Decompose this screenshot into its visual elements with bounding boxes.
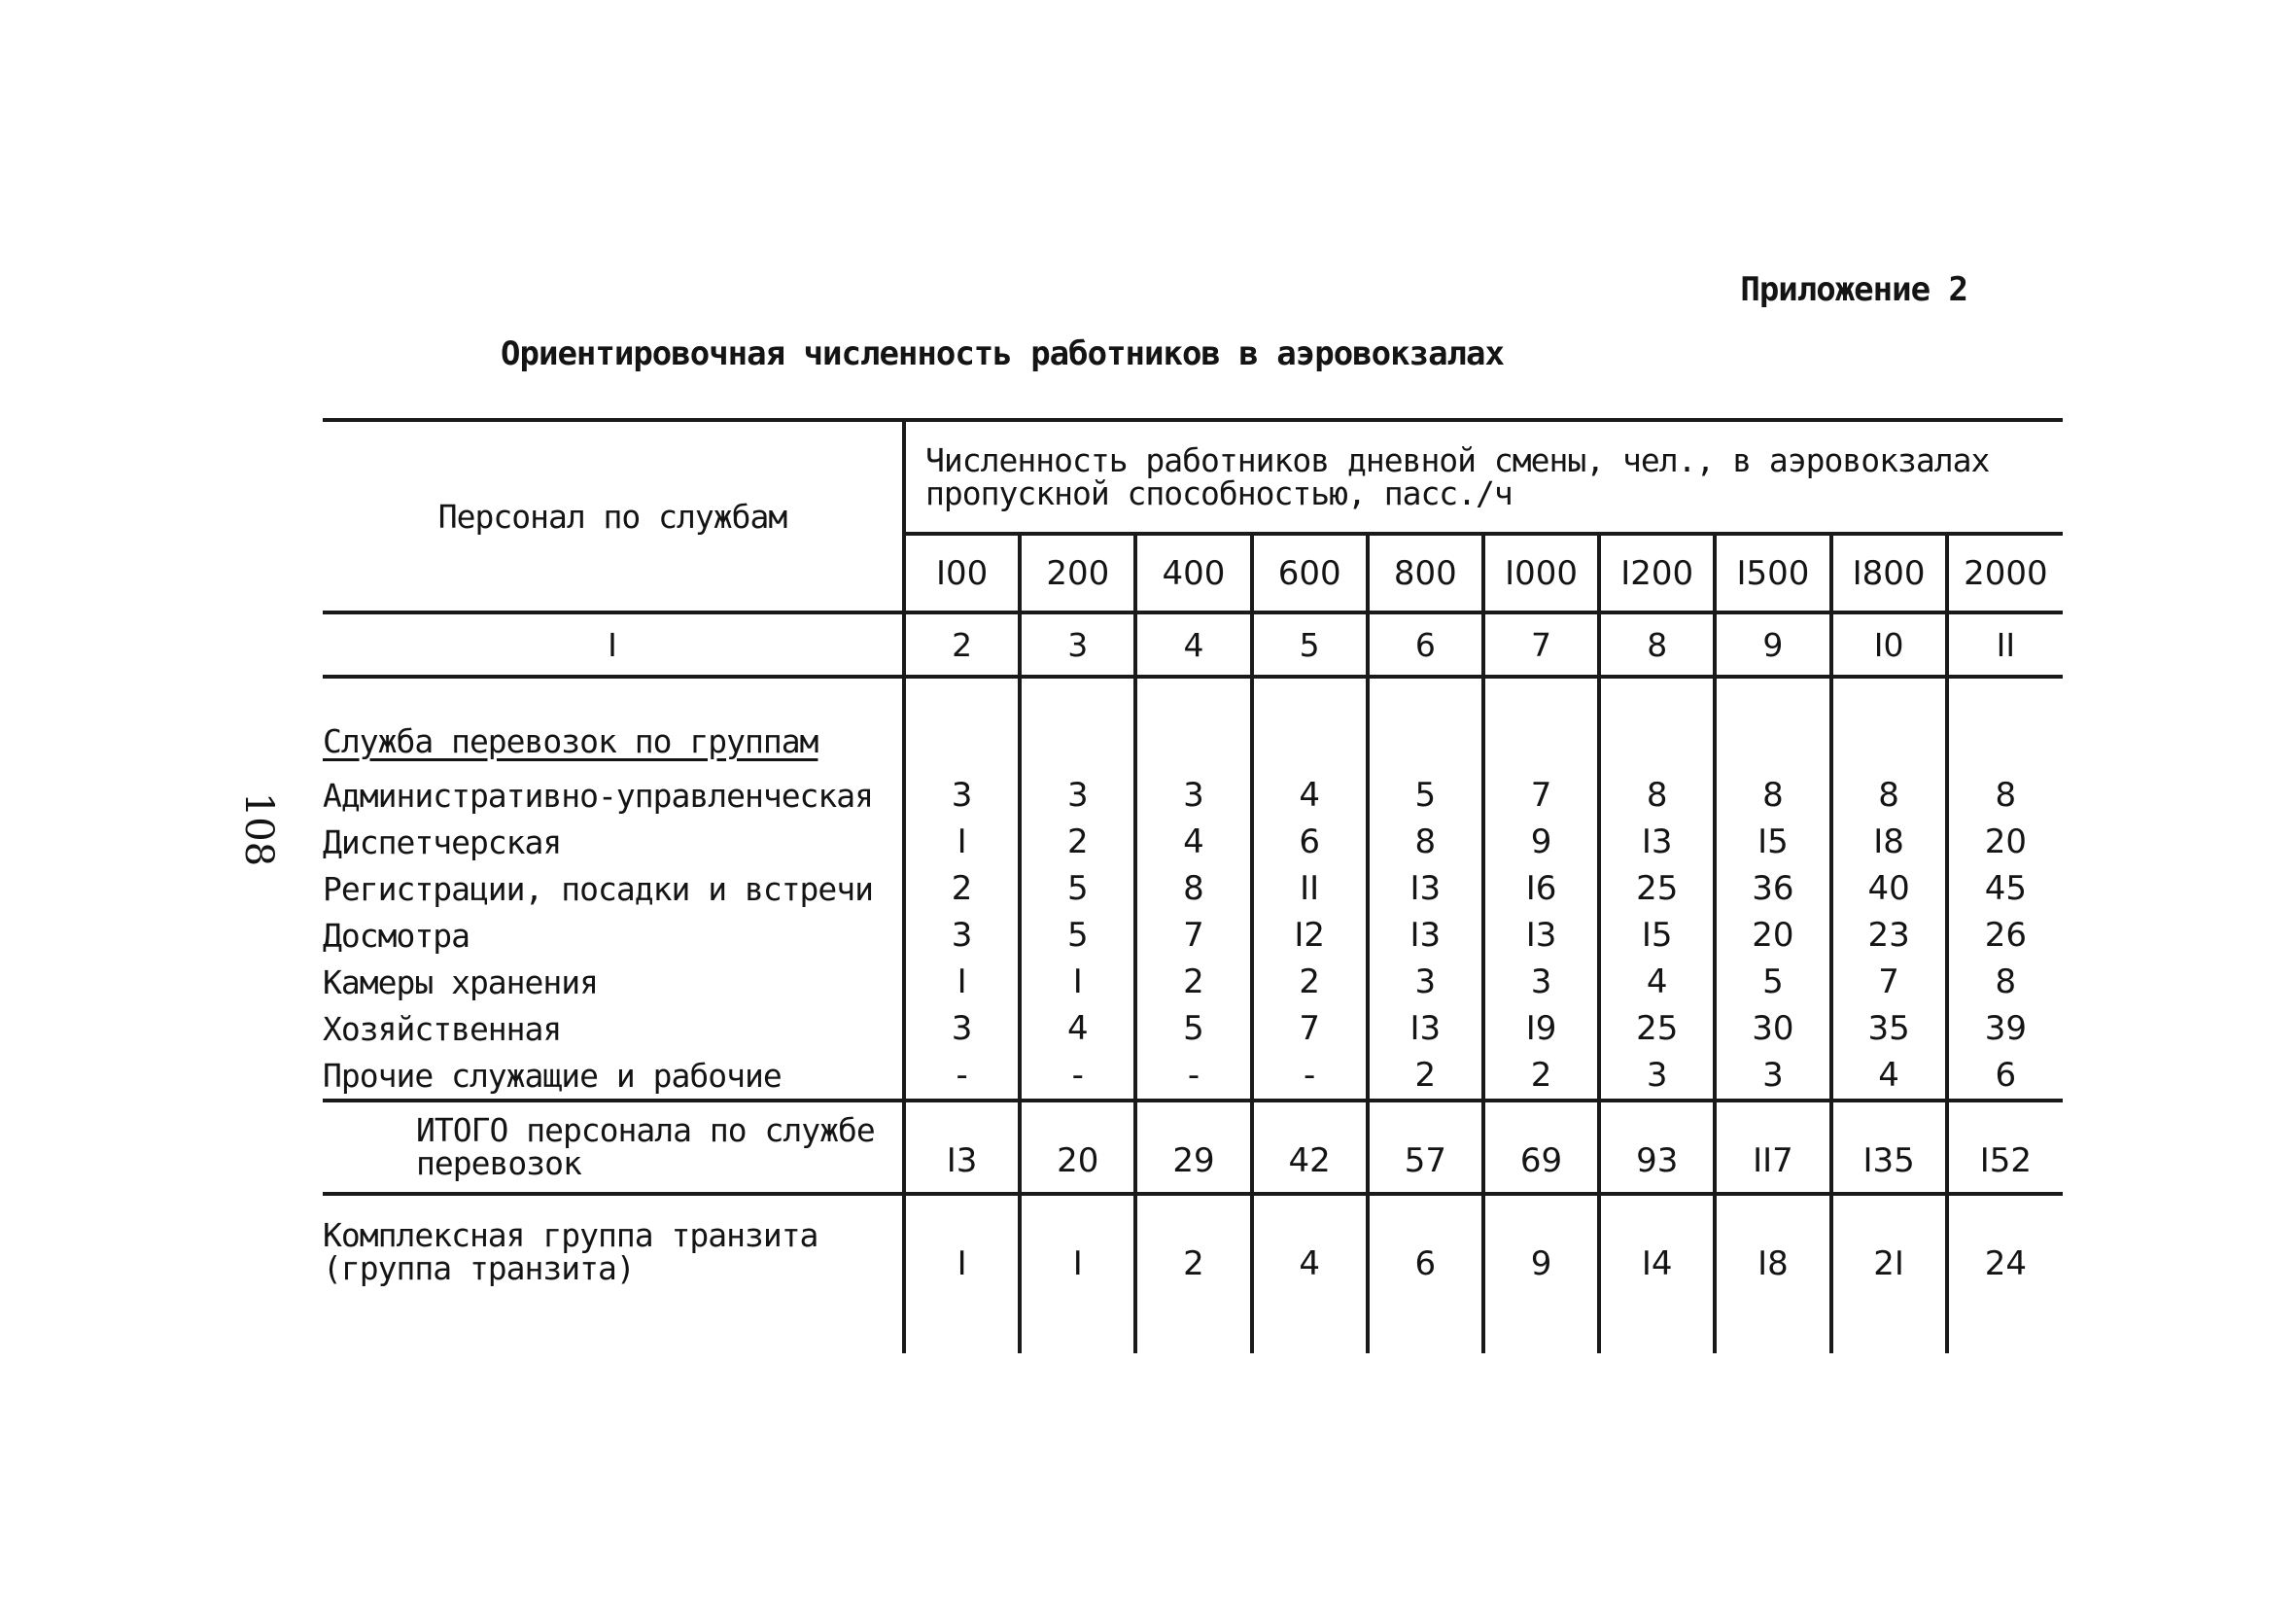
column-number: 5: [1252, 612, 1368, 677]
total-cell: 29: [1135, 1101, 1251, 1194]
table-cell: 36: [1715, 865, 1830, 912]
transit-label-line1: Комплексная группа транзита: [323, 1216, 818, 1254]
table-cell: 2: [1135, 959, 1251, 1005]
table-cell: 8: [1135, 865, 1251, 912]
table-cell: 4: [1599, 959, 1715, 1005]
table-cell: 30: [1715, 1005, 1830, 1052]
table-cell: 8: [1947, 959, 2063, 1005]
table-cell: I3: [1368, 912, 1483, 959]
table-cell: 4: [1252, 760, 1368, 819]
table-cell: I: [904, 959, 1020, 1005]
capacity-header: I200: [1599, 534, 1715, 612]
transit-label-line2: (группа транзита): [323, 1249, 635, 1287]
table-cell: 2: [1252, 959, 1368, 1005]
transit-label: [323, 1194, 904, 1353]
table-cell: 7: [1252, 1005, 1368, 1052]
table-cell: 8: [1368, 819, 1483, 865]
total-cell: I52: [1947, 1101, 2063, 1194]
capacity-header: 600: [1252, 534, 1368, 612]
column-group-header-line1: Численность работников дневной смены, чел., в аэровокзалах: [925, 440, 1990, 479]
table-cell: 5: [1135, 1005, 1251, 1052]
table-cell: 4: [1135, 819, 1251, 865]
table-cell: 5: [1020, 865, 1135, 912]
row-label: Камеры хранения: [323, 962, 599, 1001]
transit-cell: I: [904, 1194, 1020, 1353]
column-number: II: [1947, 612, 2063, 677]
column-number: 4: [1135, 612, 1251, 677]
table-cell: I3: [1368, 1005, 1483, 1052]
total-label-line1: ИТОГО персонала по службе: [416, 1111, 875, 1149]
table-cell: 26: [1947, 912, 2063, 959]
total-row: [323, 1101, 2063, 1194]
table-cell: 9: [1483, 819, 1599, 865]
row-label: Административно-управленческая: [323, 776, 874, 815]
row-header: Персонал по службам: [323, 420, 904, 612]
table-cell: -: [904, 1052, 1020, 1101]
total-cell: 20: [1020, 1101, 1135, 1194]
column-number: 7: [1483, 612, 1599, 677]
table-cell: -: [1135, 1052, 1251, 1101]
row-label: Досмотра: [323, 916, 470, 955]
column-number: I0: [1831, 612, 1947, 677]
column-number-row: [323, 612, 2063, 677]
table-cell: 4: [1831, 1052, 1947, 1101]
table-cell: -: [1020, 1052, 1135, 1101]
table-cell: 23: [1831, 912, 1947, 959]
capacity-header: 200: [1020, 534, 1135, 612]
table-cell: 8: [1715, 760, 1830, 819]
column-number: 6: [1368, 612, 1483, 677]
table-cell: 8: [1831, 760, 1947, 819]
table-cell: 3: [1715, 1052, 1830, 1101]
column-number: 9: [1715, 612, 1830, 677]
row-label: Прочие служащие и рабочие: [323, 1052, 904, 1101]
table-cell: 3: [904, 760, 1020, 819]
table-cell: I3: [1599, 819, 1715, 865]
transit-cell: I: [1020, 1194, 1135, 1353]
column-number: 3: [1020, 612, 1135, 677]
transit-row: [323, 1194, 2063, 1353]
table-cell: 35: [1831, 1005, 1947, 1052]
table-cell: 8: [1599, 760, 1715, 819]
table-row: [323, 760, 2063, 819]
table-row: [323, 912, 2063, 959]
table-cell: I3: [1368, 865, 1483, 912]
table-cell: 3: [1135, 760, 1251, 819]
table-cell: 3: [1483, 959, 1599, 1005]
table-cell: 7: [1831, 959, 1947, 1005]
total-cell: 69: [1483, 1101, 1599, 1194]
table-cell: 40: [1831, 865, 1947, 912]
table-cell: -: [1252, 1052, 1368, 1101]
table-cell: II: [1252, 865, 1368, 912]
column-group-header-line2: пропускной способностью, пасс./ч: [925, 473, 1513, 512]
transit-cell: 6: [1368, 1194, 1483, 1353]
transit-cell: 2I: [1831, 1194, 1947, 1353]
row-label: Регистрации, посадки и встречи: [323, 869, 874, 908]
table-cell: I: [1020, 959, 1135, 1005]
table-cell: 25: [1599, 1005, 1715, 1052]
capacity-header: 400: [1135, 534, 1251, 612]
table-cell: 7: [1483, 760, 1599, 819]
total-cell: 93: [1599, 1101, 1715, 1194]
column-group-header: [904, 420, 2063, 534]
staff-table: [323, 418, 2063, 1353]
table-cell: 3: [1368, 959, 1483, 1005]
table-row: [323, 1052, 2063, 1101]
table-cell: I9: [1483, 1005, 1599, 1052]
page-number: 108: [236, 791, 282, 867]
table-cell: 6: [1947, 1052, 2063, 1101]
table-cell: I5: [1715, 819, 1830, 865]
row-label: Хозяйственная: [323, 1009, 562, 1048]
total-cell: II7: [1715, 1101, 1830, 1194]
table-cell: 8: [1947, 760, 2063, 819]
transit-cell: 2: [1135, 1194, 1251, 1353]
table-row: [323, 865, 2063, 912]
capacity-header: 800: [1368, 534, 1483, 612]
table-cell: I8: [1831, 819, 1947, 865]
total-label: [323, 1101, 904, 1194]
transit-cell: 4: [1252, 1194, 1368, 1353]
table-cell: 7: [1135, 912, 1251, 959]
table-cell: 45: [1947, 865, 2063, 912]
table-cell: 3: [1020, 760, 1135, 819]
appendix-label: Приложение 2: [1740, 270, 1967, 309]
table-cell: 3: [904, 1005, 1020, 1052]
column-number: I: [323, 612, 904, 677]
table-cell: 5: [1020, 912, 1135, 959]
transit-cell: I4: [1599, 1194, 1715, 1353]
table-row: [323, 819, 2063, 865]
table-cell: 2: [1020, 819, 1135, 865]
table-cell: 39: [1947, 1005, 2063, 1052]
table-cell: 3: [904, 912, 1020, 959]
table-cell: I: [904, 819, 1020, 865]
document-title: Ориентировочная численность работников в аэровокзалах: [501, 334, 1504, 373]
transit-cell: 24: [1947, 1194, 2063, 1353]
capacity-header: I000: [1483, 534, 1599, 612]
column-number: 8: [1599, 612, 1715, 677]
table-cell: 5: [1368, 760, 1483, 819]
capacity-header: I00: [904, 534, 1020, 612]
table-cell: 2: [1368, 1052, 1483, 1101]
table-cell: 2: [1483, 1052, 1599, 1101]
total-cell: 57: [1368, 1101, 1483, 1194]
table-cell: 25: [1599, 865, 1715, 912]
capacity-header: 2000: [1947, 534, 2063, 612]
table-row: [323, 1005, 2063, 1052]
capacity-header: I800: [1831, 534, 1947, 612]
total-label-line2: перевозок: [416, 1144, 581, 1182]
table-cell: I2: [1252, 912, 1368, 959]
table-cell: 20: [1715, 912, 1830, 959]
transit-cell: 9: [1483, 1194, 1599, 1353]
table-cell: 3: [1599, 1052, 1715, 1101]
table-cell: I3: [1483, 912, 1599, 959]
table-cell: I5: [1599, 912, 1715, 959]
total-cell: 42: [1252, 1101, 1368, 1194]
row-label: Диспетчерская: [323, 822, 562, 861]
transit-cell: I8: [1715, 1194, 1830, 1353]
table-cell: 2: [904, 865, 1020, 912]
total-cell: I3: [904, 1101, 1020, 1194]
table-cell: 6: [1252, 819, 1368, 865]
total-cell: I35: [1831, 1101, 1947, 1194]
section-title: Служба перевозок по группам: [323, 722, 818, 760]
capacity-header: I500: [1715, 534, 1830, 612]
table-cell: 4: [1020, 1005, 1135, 1052]
table-row: [323, 959, 2063, 1005]
table-cell: 20: [1947, 819, 2063, 865]
table-cell: 5: [1715, 959, 1830, 1005]
table-cell: I6: [1483, 865, 1599, 912]
section-title-row: [323, 677, 2063, 760]
column-number: 2: [904, 612, 1020, 677]
